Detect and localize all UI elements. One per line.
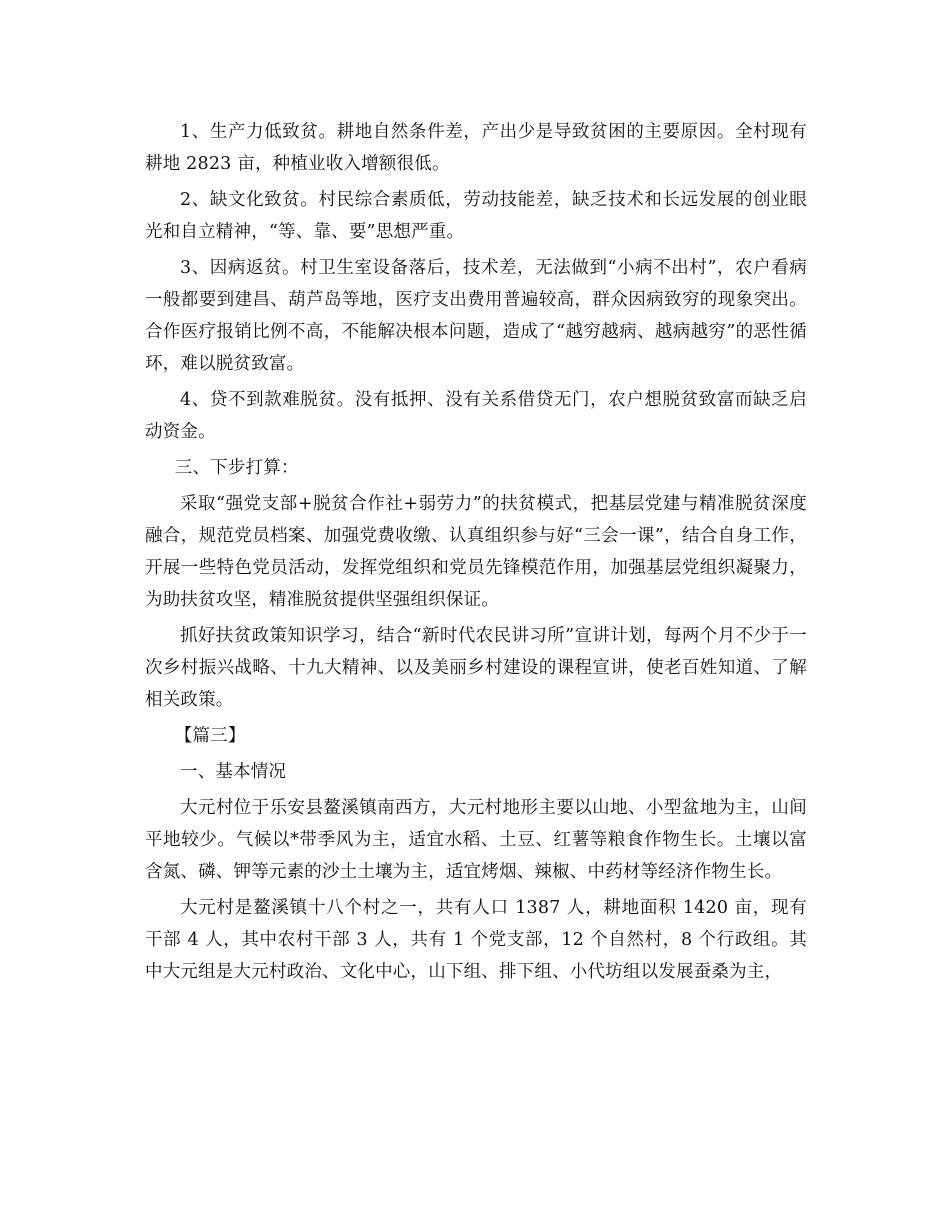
paragraph-village-population: 大元村是鳌溪镇十八个村之一，共有人口 1387 人，耕地面积 1420 亩，现有干部 4 人，其中农村干部 3 人，共有 1 个党支部，12 个自然村，8 个行政组。其中大元组是大元村政治、文化中心，山下组、排下组、小代坊组以发展蚕桑为主， <box>145 898 807 982</box>
paragraph-poverty-cause-4: 4、贷不到款难脱贫。没有抵押、没有关系借贷无门，农户想脱贫致富而缺乏启动资金。 <box>145 390 807 442</box>
document-body <box>145 116 807 992</box>
paragraph-poverty-cause-1: 1、生产力低致贫。耕地自然条件差，产出少是导致贫困的主要原因。全村现有耕地 2823 亩，种植业收入增额很低。 <box>145 122 807 174</box>
paragraph-poverty-cause-3: 3、因病返贫。村卫生室设备落后，技术差，无法做到“小病不出村”，农户看病一般都要到建昌、葫芦岛等地，医疗支出费用普遍较高，群众因病致穷的现象突出。合作医疗报销比例不高，不能解决根本问题，造成了“越穷越病、越病越穷”的恶性循环，难以脱贫致富。 <box>145 258 807 374</box>
paragraph-village-geography: 大元村位于乐安县鳌溪镇南西方，大元村地形主要以山地、小型盆地为主，山间平地较少。气候以*带季风为主，适宜水稻、土豆、红薯等粮食作物生长。土壤以富含氮、磷、钾等元素的沙土土壤为主，适宜烤烟、辣椒、中药材等经济作物生长。 <box>145 798 807 882</box>
chapter-heading-part-three: 【篇三】 <box>174 726 246 746</box>
section-heading-next-steps: 三、下步打算： <box>174 458 299 478</box>
paragraph-plan-policy-study: 抓好扶贫政策知识学习，结合“新时代农民讲习所”宣讲计划，每两个月不少于一次乡村振兴战略、十九大精神、以及美丽乡村建设的课程宣讲，使老百姓知道、了解相关政策。 <box>145 626 807 710</box>
paragraph-plan-party-building: 采取“强党支部+脱贫合作社+弱劳力”的扶贫模式，把基层党建与精准脱贫深度融合，规范党员档案、加强党费收缴、认真组织参与好“三会一课”，结合自身工作，开展一些特色党员活动，发挥党组织和党员先锋模范作用，加强基层党组织凝聚力，为助扶贫攻坚，精准脱贫提供坚强组织保证。 <box>145 494 807 610</box>
section-heading-basic-info: 一、基本情况 <box>180 762 287 782</box>
paragraph-poverty-cause-2: 2、缺文化致贫。村民综合素质低，劳动技能差，缺乏技术和长远发展的创业眼光和自立精神，“等、靠、要”思想严重。 <box>145 190 807 242</box>
